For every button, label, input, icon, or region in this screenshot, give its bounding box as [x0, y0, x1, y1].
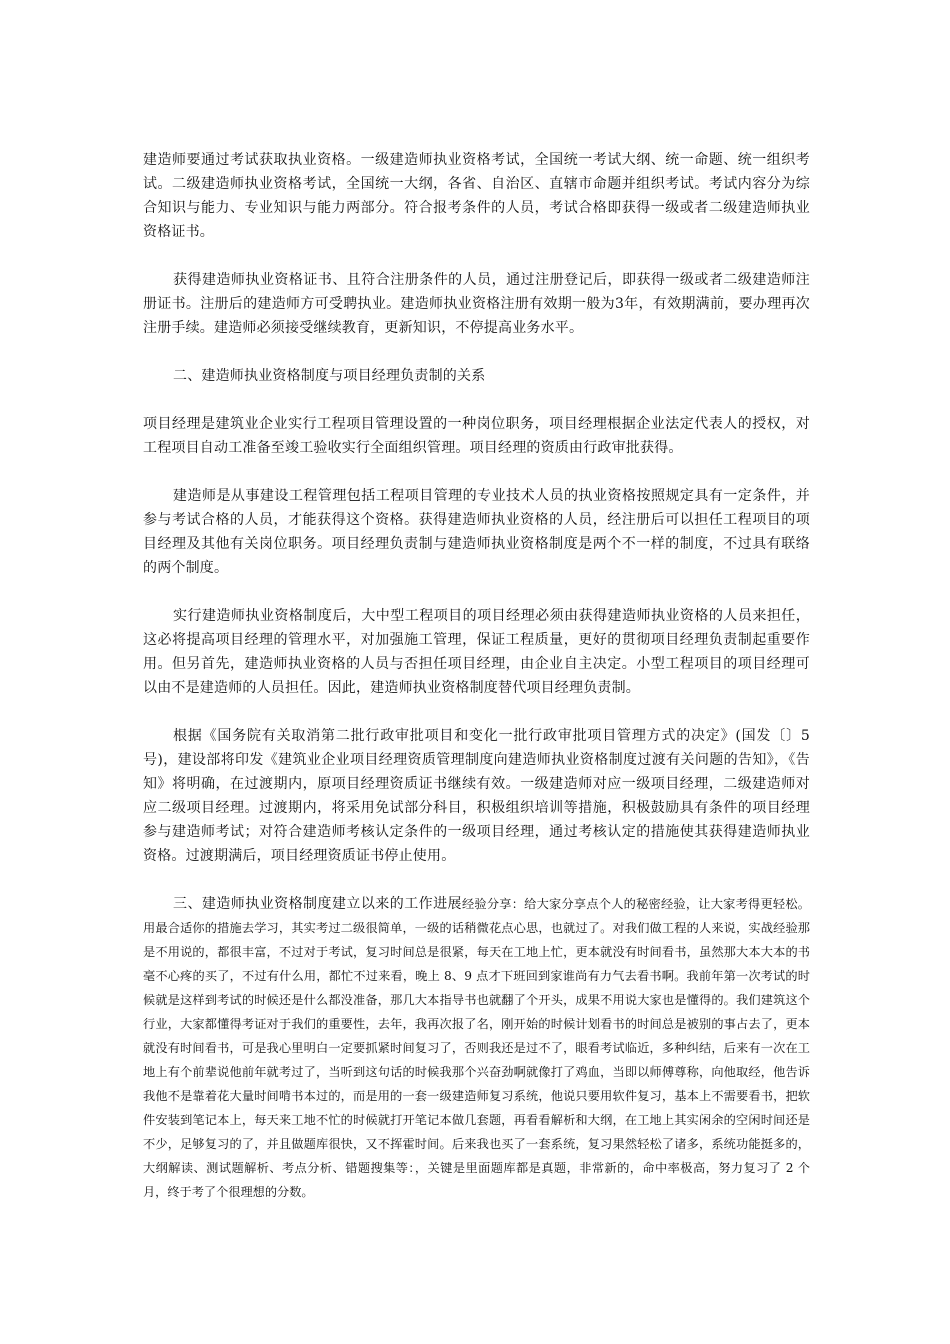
- paragraph-gap: [143, 580, 810, 604]
- paragraph-gap: [143, 868, 810, 892]
- paragraph-gap: [143, 340, 810, 364]
- paragraph-exam-overview: 建造师要通过考试获取执业资格。一级建造师执业资格考试，全国统一考试大纲、统一命题、统一组织考试。二级建造师执业资格考试，全国统一大纲，各省、自治区、直辖市命题并组织考试。考试内容分为综合知识与能力、专业知识与能力两部分。符合报考条件的人员，考试合格即获得一级或者二级建造师执业资格证书。: [143, 152, 810, 240]
- paragraph-gap: [143, 700, 810, 724]
- paragraph-project-manager: 项目经理是建筑业企业实行工程项目管理设置的一种岗位职务，项目经理根据企业法定代表人的授权，对工程项目自动工准备至竣工验收实行全面组织管理。项目经理的资质由行政审批获得。: [143, 416, 810, 456]
- paragraph-constructor-definition: 建造师是从事建设工程管理包括工程项目管理的专业技术人员的执业资格按照规定具有一定条件，并参与考试合格的人员，才能获得这个资格。获得建造师执业资格的人员，经注册后可以担任工程项目的项目经理及其他有关岗位职务。项目经理负责制与建造师执业资格制度是两个不一样的制度，不过具有联络的两个制度。: [143, 488, 810, 576]
- experience-text: 经验分享：给大家分享点个人的秘密经验，让大家考得更轻松。用最合适你的措施去学习，其实考过二级很简单，一级的话稍微花点心思，也就过了。对我们做工程的人来说，实战经验那是不用说的，都很丰富，不过对于考试，复习时间总是很紧，每天在工地上忙，更本就没有时间看书，虽然那大本大本的书毫不心疼的买了，不过有什么用，都忙不过来看，晚上 8、9 点才下班回到家谁尚有力气去看书啊。我前年第一次考试的时候就是这样到考试的时候还是什么都没准备，那几大本指导书也就翻了个开头，成果不用说大家也是懂得的。我们建筑这个行业，大家都懂得考证对于我们的重要性，去年，我再次报了名，刚开始的时候计划看书的时间总是被别的事占去了，更本就没有时间看书，可是我心里明白一定要抓紧时间复习了，否则我还是过不了，眼看考试临近，多种纠结，后来有一次在工地上有个前辈说他前年就考过了，当听到这句话的时候我那个兴奋劲啊就像打了鸡血，当即以师傅尊称，向他取经，他告诉我他不是靠着花大量时间啃书本过的，而是用的一套一级建造师复习系统，他说只要用软件复习，基本上不需要看书，把软件安装到笔记本上，每天来工地不忙的时候就打开笔记本做几套题，再看看解析和大纲，在工地上其实闲余的空闲时间还是不少，足够复习的了，并且做题库很快，又不挥霍时间。后来我也买了一套系统，复习果然轻松了诸多，系统功能挺多的，大纲解读、测试题解析、考点分析、错题搜集等：，关键是里面题库都是真题，非常新的，命中率极高，努力复习了 2 个月，终于考了个很理想的分数。: [143, 897, 810, 1199]
- paragraph-implementation: 实行建造师执业资格制度后，大中型工程项目的项目经理必须由获得建造师执业资格的人员来担任，这必将提高项目经理的管理水平，对加强施工管理，保证工程质量，更好的贯彻项目经理负责制起重要作用。但另首先，建造师执业资格的人员与否担任项目经理，由企业自主决定。小型工程项目的项目经理可以由不是建造师的人员担任。因此，建造师执业资格制度替代项目经理负责制。: [143, 608, 810, 696]
- section-heading-progress: 三、建造师执业资格制度建立以来的工作进展: [173, 896, 462, 912]
- paragraph-gap: [143, 388, 810, 412]
- paragraph-gap: [143, 244, 810, 268]
- section-heading-relationship: 二、建造师执业资格制度与项目经理负责制的关系: [173, 368, 486, 384]
- paragraph-progress-experience: [143, 892, 810, 1204]
- paragraph-transition: 根据《国务院有关取消第二批行政审批项目和变化一批行政审批项目管理方式的决定》(国发〔〕5号)，建设部将印发《建筑业企业项目经理资质管理制度向建造师执业资格制度过渡有关问题的告知》，《告知》将明确，在过渡期内，原项目经理资质证书继续有效。一级建造师对应一级项目经理，二级建造师对应二级项目经理。过渡期内，将采用免试部分科目，积极组织培训等措施，积极鼓励具有条件的项目经理参与建造师考试；对符合建造师考核认定条件的一级项目经理，通过考核认定的措施使其获得建造师执业资格。过渡期满后，项目经理资质证书停止使用。: [143, 728, 810, 864]
- paragraph-registration: 获得建造师执业资格证书、且符合注册条件的人员，通过注册登记后，即获得一级或者二级建造师注册证书。注册后的建造师方可受聘执业。建造师执业资格注册有效期一般为3年，有效期满前，要办理再次注册手续。建造师必须接受继续教育，更新知识，不停提高业务水平。: [143, 272, 810, 336]
- paragraph-gap: [143, 460, 810, 484]
